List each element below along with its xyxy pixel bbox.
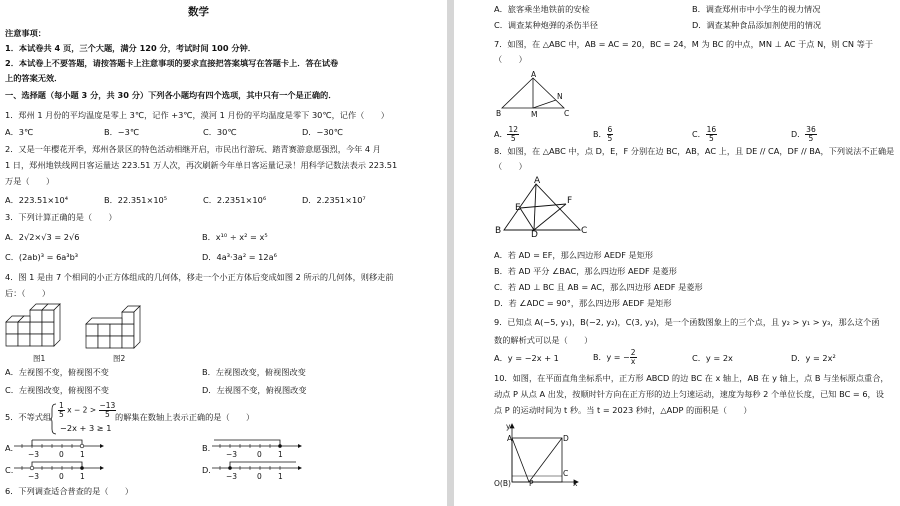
q7-option-b-letter: B． bbox=[593, 130, 607, 139]
system-line-1 bbox=[58, 402, 116, 419]
q10-label-x: x bbox=[573, 479, 578, 488]
question-8-line-1: 8．如图，在 △ABC 中，点 D，E，F 分别在边 BC，AB，AC 上，且 DE // CA，DF // BA，下列说法不正确是 bbox=[494, 146, 895, 156]
q10-label-d: D bbox=[563, 434, 569, 443]
question-7-line-1: 7．如图，在 △ABC 中，AB = AC = 20，BC = 24，M 为 BC 的中点，MN ⊥ AC 于点 N，则 CN 等于 bbox=[494, 39, 874, 49]
q7-c-num: 16 bbox=[706, 125, 717, 134]
q8-label-e: E bbox=[515, 203, 521, 213]
q4-option-c: C．左视图改变，俯视图不变 bbox=[5, 385, 109, 395]
q10-label-y: y bbox=[506, 422, 511, 431]
q1-option-b: B．−3℃ bbox=[104, 127, 140, 137]
q2-option-b: B．22.351×10⁵ bbox=[104, 195, 168, 205]
q7-label-n: N bbox=[557, 92, 563, 101]
q10-label-p: P bbox=[529, 479, 534, 488]
q5-option-b: B. bbox=[202, 443, 211, 453]
q3-option-d: D．4a³·3a² = 12a⁶ bbox=[202, 252, 277, 262]
q5-option-d: D. bbox=[202, 465, 211, 475]
sys-frac-den-2: 5 bbox=[105, 410, 110, 419]
notice-heading: 注意事项： bbox=[5, 28, 46, 38]
question-2-line-1: 2．又是一年樱花开季，郑州各景区的特色活动相继开启，市民出行游玩、踏青赛游意愿强烈，今年 4 月 bbox=[5, 144, 381, 154]
question-4-line-2: 后：（ ） bbox=[5, 288, 51, 298]
axis-a-zero: 0 bbox=[59, 450, 64, 459]
q7-label-b: B bbox=[496, 109, 502, 118]
q7-option-b bbox=[593, 126, 613, 143]
question-10-line-3: 点 P 的运动时间为 t 秒。当 t = 2023 秒时，△ADP 的面积是（ ） bbox=[494, 405, 752, 415]
number-line-a bbox=[14, 436, 104, 450]
number-line-d bbox=[212, 458, 302, 472]
question-9-line-2: 数的解析式可以是（ ） bbox=[494, 335, 593, 345]
q9-option-a: A．y = −2x + 1 bbox=[494, 353, 559, 363]
q7-option-c bbox=[692, 126, 717, 143]
axis-b-one: 1 bbox=[278, 450, 283, 459]
q3-option-c: C．(2ab)³ = 6a³b³ bbox=[5, 252, 79, 262]
number-line-b bbox=[212, 436, 302, 450]
q7-label-a: A bbox=[531, 70, 537, 79]
left-page bbox=[0, 0, 447, 506]
axis-c-zero: 0 bbox=[59, 472, 64, 481]
q7-option-c-letter: C． bbox=[692, 130, 706, 139]
page-title: 数学 bbox=[188, 6, 209, 18]
q6-option-a: A．旅客乘坐地铁前的安检 bbox=[494, 4, 590, 14]
q8-option-d: D．若 ∠ADC = 90°，那么四边形 AEDF 是矩形 bbox=[494, 298, 672, 308]
q2-option-d: D．2.2351×10⁷ bbox=[302, 195, 366, 205]
q8-label-b: B bbox=[495, 226, 502, 236]
axis-d-one: 1 bbox=[278, 472, 283, 481]
q5-option-c: C. bbox=[5, 465, 14, 475]
notice-line-2b: 上的答案无效． bbox=[5, 73, 63, 83]
question-10-line-2: 动点 P 从点 A 出发，按顺时针方向在正方形的边上匀速运动，速度为每秒 2 个单位长度，已知 BC = 6，设 bbox=[494, 389, 884, 399]
axis-d-minus3: −3 bbox=[226, 472, 238, 481]
q1-option-c: C．30℃ bbox=[203, 127, 237, 137]
question-8-line-2: （ ） bbox=[494, 161, 527, 171]
q9-option-d: D．y = 2x² bbox=[791, 353, 836, 363]
q3-option-a: A．2√2×√3 = 2√6 bbox=[5, 232, 80, 242]
q10-label-a: A bbox=[507, 434, 513, 443]
q6-option-b: B．调查郑州市中小学生的视力情况 bbox=[692, 4, 821, 14]
q7-b-num: 6 bbox=[607, 125, 613, 134]
q7-a-num: 12 bbox=[508, 125, 519, 134]
q8-option-c: C．若 AD ⊥ BC 且 AB = AC，那么四边形 AEDF 是菱形 bbox=[494, 282, 703, 292]
q2-option-c: C．2.2351×10⁶ bbox=[203, 195, 267, 205]
axis-a-minus3: −3 bbox=[28, 450, 40, 459]
right-page bbox=[454, 0, 900, 506]
q7-option-d bbox=[791, 126, 817, 143]
q7-label-m: M bbox=[531, 110, 538, 119]
system-line-2: −2x + 3 ≥ 1 bbox=[60, 423, 112, 433]
q7-option-d-letter: D． bbox=[791, 130, 806, 139]
q2-option-a: A．223.51×10⁴ bbox=[5, 195, 68, 205]
system-brace bbox=[50, 403, 58, 435]
question-2-line-3: 万是（ ） bbox=[5, 176, 55, 186]
q9-option-c: C．y = 2x bbox=[692, 353, 733, 363]
question-9-line-1: 9．已知点 A(−5, y₁)，B(−2, y₂)，C(3, y₃)，是一个函数图象上的三个点，且 y₂ > y₁ > y₃，那么这个函 bbox=[494, 317, 880, 327]
axis-c-one: 1 bbox=[80, 472, 85, 481]
q8-label-a: A bbox=[534, 176, 541, 186]
q1-option-d: D．−30℃ bbox=[302, 127, 343, 137]
q4-option-b: B．左视图改变，俯视图改变 bbox=[202, 367, 306, 377]
q7-label-c: C bbox=[564, 109, 570, 118]
figure-1-cubes bbox=[4, 302, 74, 350]
sys-left-expr: x − 2 > bbox=[67, 405, 97, 415]
figure-2-cubes bbox=[84, 308, 150, 350]
section-heading: 一、选择题（每小题 3 分，共 30 分）下列各小题均有四个选项，其中只有一个是正确的． bbox=[5, 90, 337, 100]
sys-frac-num-2: −13 bbox=[99, 401, 116, 410]
question-5-suffix: 的解集在数轴上表示正确的是（ ） bbox=[115, 412, 255, 422]
axis-b-zero: 0 bbox=[257, 450, 262, 459]
q3-option-b: B．x¹⁰ ÷ x² = x⁵ bbox=[202, 232, 268, 242]
number-line-c bbox=[14, 458, 104, 472]
q8-label-d: D bbox=[531, 230, 538, 240]
notice-line-2a: 2．本试卷上不要答题，请按答题卡上注意事项的要求直接把答案填写在答题卡上．答在试卷 bbox=[5, 58, 339, 68]
q9-frac-den: x bbox=[630, 357, 636, 366]
page-gap bbox=[447, 0, 454, 506]
q9-frac-num: 2 bbox=[630, 348, 636, 357]
question-4-line-1: 4．图 1 是由 7 个相同的小正方体组成的几何体，移走一个小正方体后变成如图 2 所示的几何体，则移走前 bbox=[5, 272, 394, 282]
figure-2-caption: 图2 bbox=[113, 354, 126, 363]
sys-frac-den-1: 5 bbox=[59, 410, 64, 419]
question-7-line-2: （ ） bbox=[494, 54, 527, 64]
q5-option-a: A. bbox=[5, 443, 14, 453]
question-10-line-1: 10．如图，在平面直角坐标系中，正方形 ABCD 的边 BC 在 x 轴上，AB 在 y 轴上，点 B 与坐标原点重合， bbox=[494, 373, 889, 383]
q7-b-den: 5 bbox=[607, 134, 613, 143]
q7-d-num: 36 bbox=[806, 125, 816, 134]
sys-frac-num-1: 1 bbox=[59, 401, 64, 410]
q9-option-b bbox=[593, 349, 637, 366]
figure-1-caption: 图1 bbox=[33, 354, 46, 363]
q9-option-b-text: B．y = − bbox=[593, 353, 630, 362]
question-3: 3．下列计算正确的是（ ） bbox=[5, 212, 117, 222]
q8-option-b: B．若 AD 平分 ∠BAC，那么四边形 AEDF 是菱形 bbox=[494, 266, 677, 276]
q7-d-den: 5 bbox=[808, 134, 814, 143]
q7-option-a bbox=[494, 126, 519, 143]
question-5-prefix: 5．不等式组 bbox=[5, 412, 52, 422]
q1-option-a: A．3℃ bbox=[5, 127, 34, 137]
q8-label-c: C bbox=[581, 226, 588, 236]
q10-label-origin: O(B) bbox=[494, 479, 511, 488]
q8-triangle-figure bbox=[500, 178, 586, 234]
q8-label-f: F bbox=[567, 196, 573, 206]
q7-a-den: 5 bbox=[510, 134, 516, 143]
q10-label-c: C bbox=[563, 469, 569, 478]
q7-option-a-letter: A． bbox=[494, 130, 508, 139]
axis-c-minus3: −3 bbox=[28, 472, 40, 481]
axis-a-one: 1 bbox=[80, 450, 85, 459]
q6-option-c: C．调查某种炮弹的杀伤半径 bbox=[494, 20, 598, 30]
q8-option-a: A．若 AD = EF，那么四边形 AEDF 是矩形 bbox=[494, 250, 654, 260]
axis-d-zero: 0 bbox=[257, 472, 262, 481]
q4-option-d: D．左视图不变，俯视图改变 bbox=[202, 385, 307, 395]
notice-line-1: 1．本试卷共 4 页，三个大题，满分 120 分，考试时间 100 分钟． bbox=[5, 43, 256, 53]
axis-b-minus3: −3 bbox=[226, 450, 238, 459]
question-2-line-2: 1 日，郑州地铁线网日客运量达 223.51 万人次，再次刷新今年单日客运量记录！用科学记数法表示 223.51 bbox=[5, 160, 398, 170]
q6-option-d: D．调查某种食品添加剂使用的情况 bbox=[692, 20, 822, 30]
q7-c-den: 5 bbox=[708, 134, 714, 143]
question-6: 6．下列调查适合普查的是（ ） bbox=[5, 486, 134, 496]
q4-option-a: A．左视图不变，俯视图不变 bbox=[5, 367, 109, 377]
question-1: 1．郑州 1 月份的平均温度是零上 3℃，记作 +3℃，漠河 1 月份的平均温度是零下 30℃，记作（ ） bbox=[5, 110, 389, 120]
